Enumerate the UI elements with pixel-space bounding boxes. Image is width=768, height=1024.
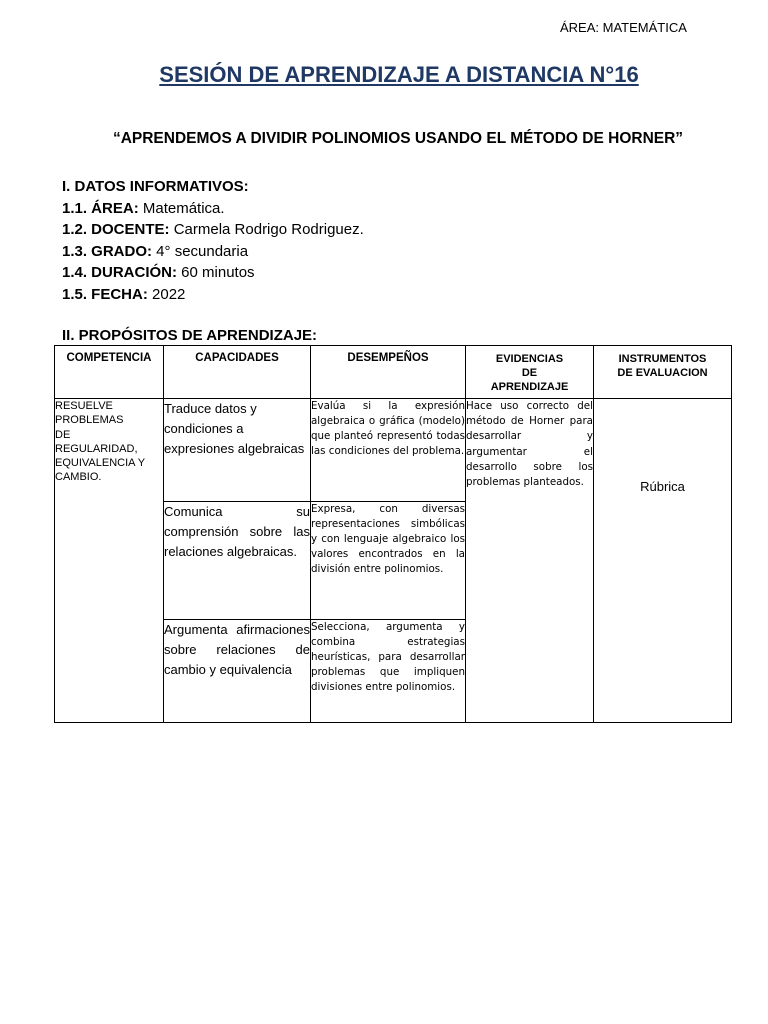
- table-row: [55, 399, 732, 502]
- capacidad-cell: Comunica su comprensión sobre las relaciones algebraicas.: [164, 502, 311, 620]
- competencia-cell: RESUELVE PROBLEMAS DE REGULARIDAD, EQUIVALENCIA Y CAMBIO.: [55, 399, 164, 723]
- capacidad-cell: Traduce datos y condiciones a expresiones algebraicas: [164, 399, 311, 502]
- desempeno-cell: Evalúa si la expresión algebraica o gráfica (modelo) que planteó representó todas las condiciones del problema.: [311, 399, 466, 502]
- header-desempenos: DESEMPEÑOS: [311, 346, 466, 399]
- desempeno-cell: Selecciona, argumenta y combina estrategias heurísticas, para desarrollar problemas que impliquen divisiones entre polinomios.: [311, 620, 466, 723]
- info-row-duracion: 1.4. DURACIÓN: 60 minutos: [62, 264, 255, 282]
- section-heading-propositos: II. PROPÓSITOS DE APRENDIZAJE:: [62, 327, 318, 344]
- info-row-docente: 1.2. DOCENTE: Carmela Rodrigo Rodriguez.: [62, 221, 364, 239]
- desempeno-cell: Expresa, con diversas representaciones simbólicas y con lenguaje algebraico los valores encontrados en la división entre polinomios.: [311, 502, 466, 620]
- section-heading-datos: I. DATOS INFORMATIVOS:: [62, 178, 249, 195]
- datos-informativos: [62, 176, 364, 306]
- info-row-area: 1.1. ÁREA: Matemática.: [62, 199, 225, 217]
- info-row-fecha: 1.5. FECHA: 2022: [62, 285, 186, 303]
- header-capacidades: CAPACIDADES: [164, 346, 311, 399]
- info-row-grado: 1.3. GRADO: 4° secundaria: [62, 242, 249, 260]
- header-evidencias: EVIDENCIAS DE APRENDIZAJE: [466, 346, 594, 399]
- header-competencia: COMPETENCIA: [55, 346, 164, 399]
- area-label: ÁREA: MATEMÁTICA: [560, 20, 687, 35]
- evidencia-cell: Hace uso correcto del método de Horner para desarrollar y argumentar el desarrollo sobre los problemas planteados.: [466, 399, 594, 723]
- table-header-row: [55, 346, 732, 399]
- header-instrumentos: INSTRUMENTOS DE EVALUACION: [594, 346, 732, 399]
- instrumento-cell: Rúbrica: [594, 399, 732, 723]
- propositos-table: [54, 345, 732, 723]
- session-subtitle: “APRENDEMOS A DIVIDIR POLINOMIOS USANDO EL MÉTODO DE HORNER”: [112, 130, 684, 147]
- capacidad-cell: Argumenta afirmaciones sobre relaciones de cambio y equivalencia: [164, 620, 311, 723]
- page-title: SESIÓN DE APRENDIZAJE A DISTANCIA N°16: [159, 62, 639, 87]
